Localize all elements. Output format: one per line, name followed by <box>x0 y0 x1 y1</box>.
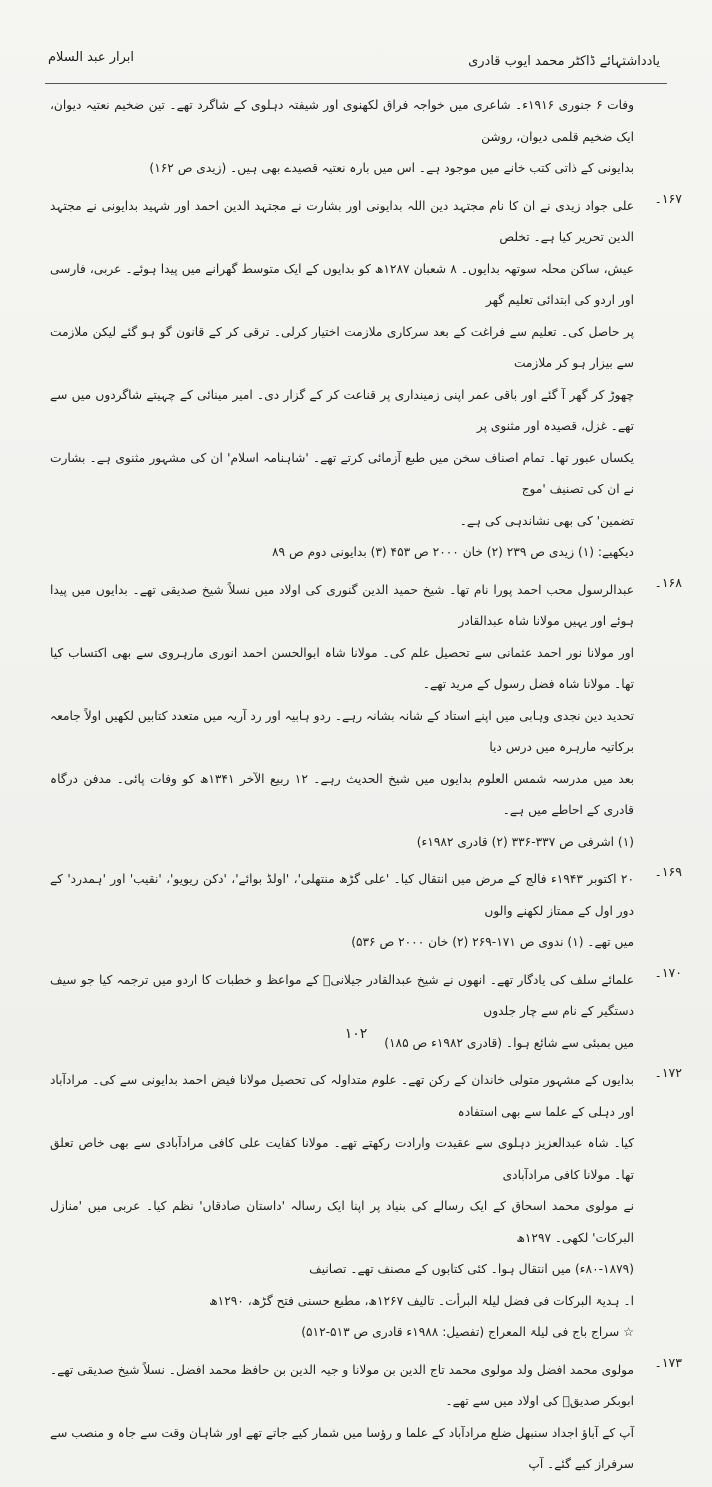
reference-line: (۱) اشرفی ص ۳۳۷-۳۳۶ (۲) قادری ۱۹۸۲ء) <box>416 834 634 849</box>
entry-text <box>50 965 634 1060</box>
entry-168 <box>38 575 682 859</box>
running-header <box>40 50 672 80</box>
page-body <box>38 90 682 1487</box>
entry-number: ۱۶۸۔ <box>654 574 682 590</box>
text-line: نے مولوی محمد اسحاق کے ایک رسالے کی بنیاد پر اپنا ایک رسالہ 'داستان صادقاں' نظم کیا۔ عربی میں 'منازل البرکات' لکھی۔ ۱۲۹۷ھ <box>50 1199 634 1245</box>
text-line: اور مولانا نور احمد عثمانی سے تحصیل علم کی۔ مولانا شاہ ابوالحسن احمد انوری مارہروی سے بھی اکتساب کیا تھا۔ مولانا شاہ فضل رسول کے مرید تھے۔ <box>50 645 634 691</box>
entry-text <box>50 1355 634 1481</box>
text-line: علمائے سلف کی یادگار تھے۔ انھوں نے شیخ عبدالقادر جیلانیؒ کے مواعظ و خطبات کا اردو میں ترجمہ کیا جو سیف دستگیر کے نام سے چار جلدوں <box>50 972 634 1018</box>
text-line: ۲۰ اکتوبر ۱۹۴۳ء فالج کے مرض میں انتقال کیا۔ 'علی گڑھ منتھلی'، 'اولڈ بوائے'، 'دکن ریویو'، 'نقیب' اور 'ہمدرد' کے دور اول کے ممتاز لکھنے والوں <box>50 872 635 918</box>
continuation-paragraph <box>38 90 682 185</box>
text-line: تحدید دین نجدی وہابی میں اپنے استاد کے شانہ بشانہ رہے۔ ردو ہابیہ اور رد آریہ میں متعدد کتابیں لکھیں اولاً جامعہ برکاتیہ مارہرہ میں درس دیا <box>50 708 634 754</box>
text-line: بدایونی کے ذاتی کتب خانے میں موجود ہے۔ اس میں بارہ نعتیہ قصیدے بھی ہیں۔ (زیدی ص ۱۶۲) <box>149 161 634 175</box>
text-line: چھوڑ کر گھر آ گئے اور باقی عمر اپنی زمینداری پر قناعت کر کے گزار دی۔ امیر مینائی کے چہیتے شاگردوں میں سے تھے۔ غزل، قصیدہ اور مثنوی پر <box>50 387 634 433</box>
text-line: بدایوں کے مشہور متولی خاندان کے رکن تھے۔ علوم متداولہ کی تحصیل مولانا فیض احمد بدایونی سے کی۔ مرادآباد اور دہلی کے علما سے بھی استفادہ <box>50 1073 634 1119</box>
entry-text <box>50 575 634 859</box>
entry-number: ۱۷۰۔ <box>654 964 682 980</box>
entry-170 <box>38 965 682 1060</box>
text-line: پر حاصل کی۔ تعلیم سے فراغت کے بعد سرکاری ملازمت اختیار کرلی۔ ترقی کر کے قانون گو ہو گئے لیکن ملازمت سے بیزار ہو کر ملازمت <box>50 324 634 370</box>
text-line: عیش، ساکن محلہ سوتھہ بدایوں۔ ۸ شعبان ۱۲۸۷ھ کو بدایوں کے ایک متوسط گھرانے میں پیدا ہوئے۔ عربی، فارسی اور اردو کی ابتدائی تعلیم گھر <box>50 261 634 307</box>
continuation-text <box>50 90 634 185</box>
entry-number: ۱۷۳۔ <box>654 1354 682 1370</box>
text-line: وفات ۶ جنوری ۱۹۱۶ء۔ شاعری میں خواجہ فراق لکھنوی اور شیفتہ دہلوی کے شاگرد تھے۔ تین ضخیم نعتیہ دیوان، ایک ضخیم قلمی دیوان، روشن <box>50 98 635 144</box>
text-line: تضمین' کی بھی نشاندہی کی ہے۔ <box>459 513 634 528</box>
text-line: مولوی محمد افضل ولد مولوی محمد تاج الدین بن مولانا و جیہ الدین بن حافظ محمد افضل۔ نسلاً شیخ صدیقی تھے۔ ابوبکر صدیقؓ کی اولاد میں سے تھے۔ <box>50 1362 634 1408</box>
book-title: یادداشتہائے ڈاکٹر محمد ایوب قادری <box>468 54 660 69</box>
reference-line: دیکھیے: (۱) زیدی ص ۲۳۹ (۲) خان ۲۰۰۰ ص ۴۵۳ (۳) بدایونی دوم ص ۸۹ <box>272 545 634 559</box>
entry-173 <box>38 1355 682 1481</box>
entry-172 <box>38 1065 682 1349</box>
text-line: ا۔ ہدیۃ البرکات فی فضل لیلۃ البرأت۔ تالیف ۱۲۶۷ھ، مطبع حسنی فتح گڑھ، ۱۲۹۰ھ <box>209 1293 634 1308</box>
entry-169 <box>38 864 682 959</box>
text-line: میں تھے۔ (۱) ندوی ص ۱۷۱-۲۶۹ (۲) خان ۲۰۰۰ ص ۵۳۶) <box>351 935 634 949</box>
entry-text <box>50 864 634 959</box>
entry-text <box>50 1065 634 1349</box>
entry-167 <box>38 191 682 569</box>
text-line: بعد میں مدرسہ شمس العلوم بدایوں میں شیخ الحدیث رہے۔ ۱۲ ربیع الآخر ۱۳۴۱ھ کو وفات پائی۔ مدفن درگاہ قادری کے احاطے میں ہے۔ <box>50 771 635 817</box>
text-line: آپ کے آباؤ اجداد سنبھل ضلع مرادآباد کے علما و رؤسا میں شمار کیے جاتے تھے اور شاہان وقت سے جاہ و منصب سے سرفراز کیے گئے۔ آپ <box>50 1425 634 1471</box>
entry-number: ۱۶۹۔ <box>654 864 682 879</box>
entry-text <box>50 191 634 569</box>
text-line: یکساں عبور تھا۔ تمام اصناف سخن میں طبع آزمائی کرتے تھے۔ 'شاہنامہ اسلام' ان کی مشہور مثنوی ہے۔ بشارت نے ان کی تصنیف 'موج <box>50 450 634 496</box>
text-line: میں بمبئی سے شائع ہوا۔ (قادری ۱۹۸۲ء ص ۱۸۵) <box>384 1035 634 1050</box>
entry-number: ۱۶۷۔ <box>654 190 682 206</box>
text-line: ☆ سراج باج فی لیلۃ المعراج (تفصیل: ۱۹۸۸ء قادری ص ۵۱۳-۵۱۲) <box>301 1325 634 1339</box>
text-line: کیا۔ شاہ عبدالعزیز دہلوی سے عقیدت وارادت رکھتے تھے۔ مولانا کفایت علی کافی مرادآبادی سے بھی خاص تعلق تھا۔ مولانا کافی مرادآبادی <box>50 1136 634 1182</box>
text-line: عبدالرسول محب احمد پورا نام تھا۔ شیخ حمید الدین گنوری کی اولاد میں نسلاً شیخ صدیقی تھے۔ بدایوں میں پیدا ہوئے اور یہیں مولانا شاہ عبدالقادر <box>50 582 634 628</box>
entry-number: ۱۷۲۔ <box>654 1065 682 1080</box>
header-divider <box>45 83 667 84</box>
text-line: علی جواد زیدی نے ان کا نام مجتہد دین اللہ بدایونی اور بشارت نے مجتہد الدین احمد اور شہید بدایونی نے مجتہد الدین تحریر کیا ہے۔ تخلص <box>50 198 634 244</box>
text-line: (۸۰-۱۸۷۹ء) میں انتقال ہوا۔ کئی کتابوں کے مصنف تھے۔ تصانیف <box>309 1262 634 1276</box>
page-number: ۱۰۲ <box>344 1026 368 1042</box>
author-name: ابرار عبد السلام <box>48 50 135 65</box>
